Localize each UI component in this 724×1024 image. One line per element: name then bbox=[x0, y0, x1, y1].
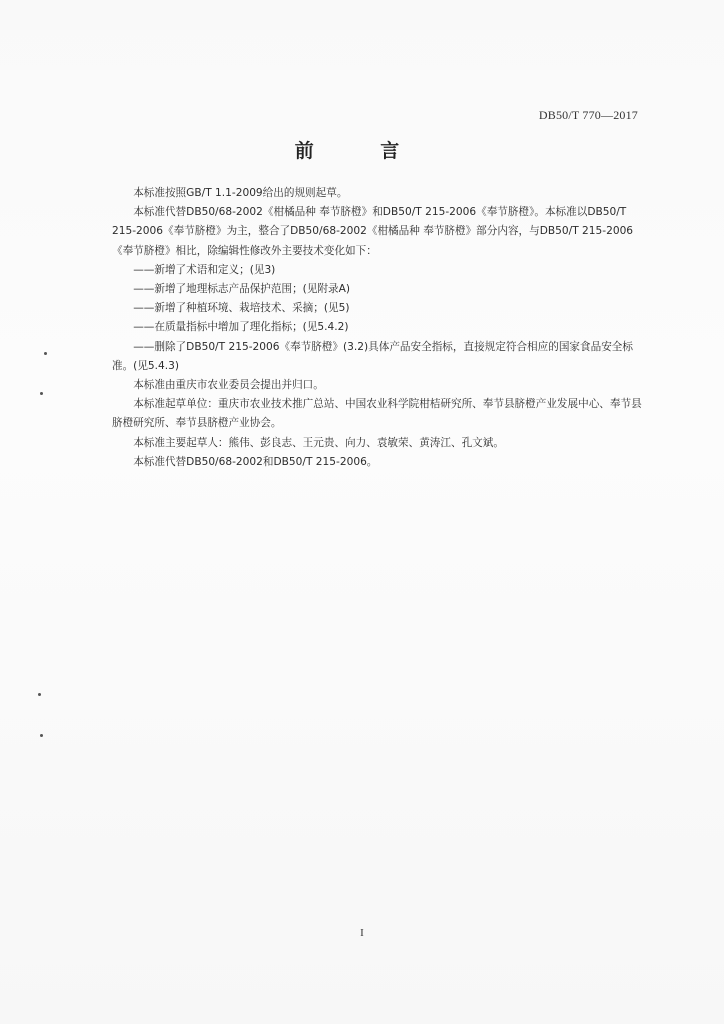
paragraph-supersedes: 本标准代替DB50/68-2002和DB50/T 215-2006。 bbox=[133, 455, 378, 468]
scan-speck bbox=[44, 352, 47, 355]
foreword-body bbox=[112, 184, 644, 472]
page-number: I bbox=[360, 927, 364, 939]
paragraph-drafters: 本标准主要起草人：熊伟、彭良志、王元贵、向力、袁敏荣、黄涛江、孔文斌。 bbox=[133, 436, 504, 449]
change-item-protection-scope: ——新增了地理标志产品保护范围；(见附录A) bbox=[133, 283, 350, 296]
scan-speck bbox=[38, 693, 41, 696]
change-item-quality: ——在质量指标中增加了理化指标；(见5.4.2) bbox=[133, 321, 349, 334]
paragraph-replaces: 本标准代替DB50/68-2002《柑橘品种 奉节脐橙》和DB50/T 215-2006《奉节脐橙》。本标准以DB50/T 215-2006《奉节脐橙》为主，整合了DB50/68-2002《柑橘品种 奉节脐橙》部分内容，与DB50/T 215-2006《奉节脐橙》相比，除编辑性修改外主要技术变化如下： bbox=[112, 206, 634, 257]
paragraph-proposer: 本标准由重庆市农业委员会提出并归口。 bbox=[133, 379, 324, 392]
change-item-planting: ——新增了种植环境、栽培技术、采摘；(见5) bbox=[133, 302, 350, 315]
scan-speck bbox=[40, 734, 43, 737]
paragraph-drafting-rule: 本标准按照GB/T 1.1-2009给出的规则起草。 bbox=[133, 187, 348, 199]
scan-speck bbox=[40, 392, 43, 395]
page-title: 前 言 bbox=[294, 140, 430, 162]
change-item-safety: ——删除了DB50/T 215-2006《奉节脐橙》(3.2)具体产品安全指标，直接规定符合相应的国家食品安全标准。(见5.4.3) bbox=[112, 340, 633, 372]
paragraph-drafting-units: 本标准起草单位：重庆市农业技术推广总站、中国农业科学院柑桔研究所、奉节县脐橙产业发展中心、奉节县脐橙研究所、奉节县脐橙产业协会。 bbox=[112, 398, 642, 430]
document-code: DB50/T 770—2017 bbox=[538, 108, 638, 122]
change-item-terms: ——新增了术语和定义；(见3) bbox=[133, 263, 276, 276]
